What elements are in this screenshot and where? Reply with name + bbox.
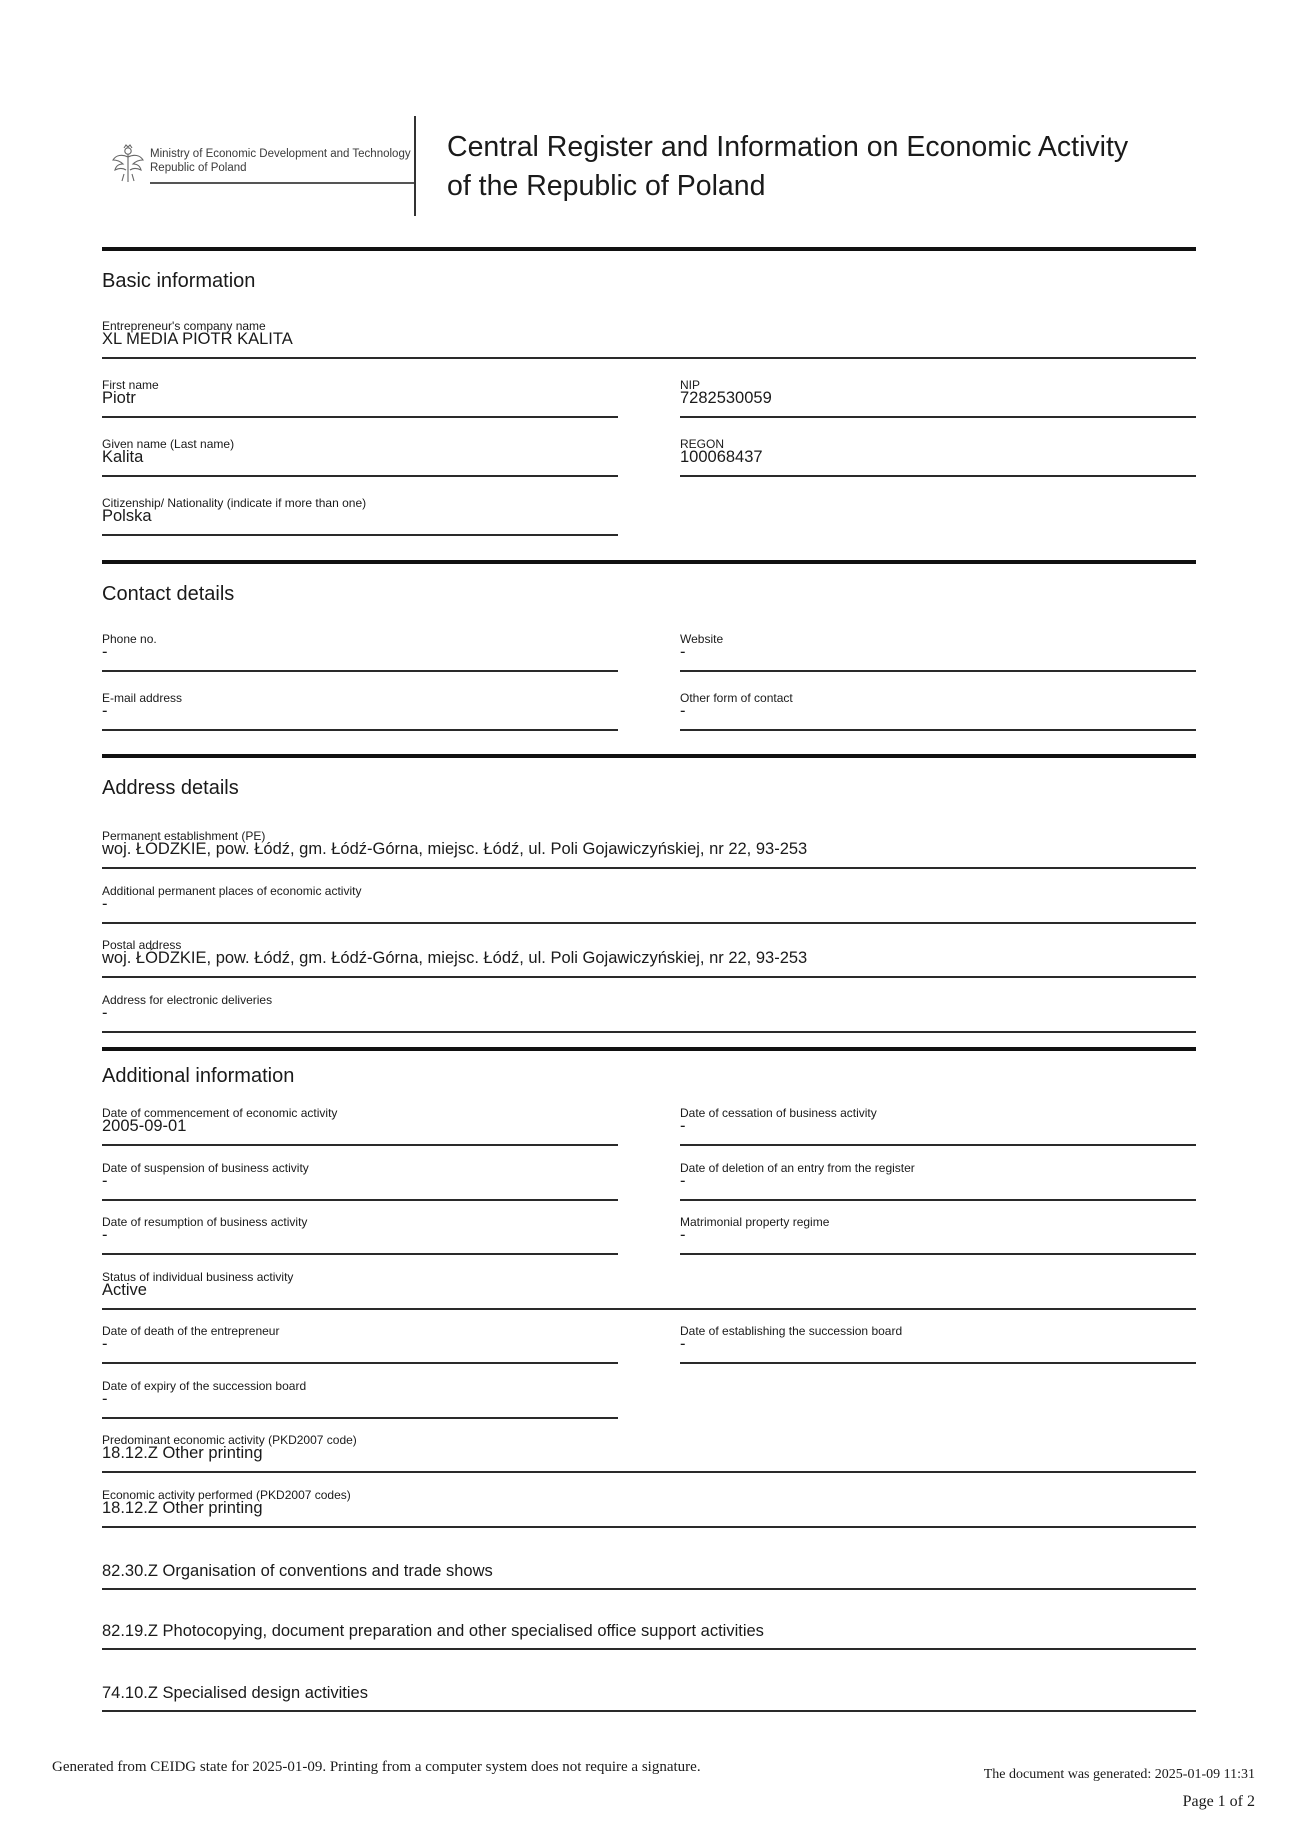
generated-timestamp: The document was generated: 2025-01-09 11:31 <box>983 1767 1255 1782</box>
field-underline <box>102 729 618 731</box>
field-value: Kalita <box>102 448 144 466</box>
field-underline <box>102 1253 618 1255</box>
field-label: Additional permanent places of economic activity <box>102 884 362 898</box>
field-value: - <box>102 702 108 720</box>
predominant-activity-field <box>102 1433 1196 1473</box>
field-underline <box>102 1144 618 1146</box>
header-divider <box>414 116 416 216</box>
succession-expiry-field <box>102 1379 618 1419</box>
other-contact-field <box>680 691 1196 731</box>
field-value: Active <box>102 1281 147 1299</box>
field-label: Date of death of the entrepreneur <box>102 1324 280 1338</box>
pkd-code-row <box>102 1684 1196 1712</box>
field-value: - <box>102 895 108 913</box>
field-underline <box>680 1362 1196 1364</box>
field-value: - <box>680 1172 686 1190</box>
field-value: woj. ŁÓDZKIE, pow. Łódź, gm. Łódź-Górna, miejsc. Łódź, ul. Poli Gojawiczyńskiej, nr 22, 93-253 <box>102 949 808 967</box>
field-label: Entrepreneur's company name <box>102 319 266 333</box>
field-underline <box>102 670 618 672</box>
field-underline <box>680 416 1196 418</box>
field-underline <box>102 1648 1196 1650</box>
field-label: E-mail address <box>102 691 183 705</box>
document-title: Central Register and Information on Economic Activity of the Republic of Poland <box>447 131 1129 202</box>
section-title-contact: Contact details <box>102 583 235 605</box>
field-value: 7282530059 <box>680 389 772 407</box>
field-value: - <box>680 1117 686 1135</box>
field-value: - <box>680 643 686 661</box>
field-label: Citizenship/ Nationality (indicate if more than one) <box>102 496 367 510</box>
field-label: Economic activity performed (PKD2007 codes) <box>102 1488 351 1502</box>
generated-from-note: Generated from CEIDG state for 2025-01-09. Printing from a computer system does not require a signature. <box>52 1759 701 1775</box>
field-label: Date of establishing the succession board <box>680 1324 903 1338</box>
succession-established-field <box>680 1324 1196 1364</box>
business-status-field <box>102 1270 1196 1310</box>
field-value: 2005-09-01 <box>102 1117 187 1135</box>
field-label: REGON <box>680 437 725 451</box>
resumption-date-field <box>102 1215 618 1255</box>
ministry-logo <box>110 144 418 194</box>
field-value: - <box>680 702 686 720</box>
field-value: - <box>680 1335 686 1353</box>
field-underline <box>102 416 618 418</box>
field-label: Date of commencement of economic activity <box>102 1106 338 1120</box>
field-underline <box>680 475 1196 477</box>
field-value: - <box>102 1226 108 1244</box>
field-underline <box>102 867 1196 869</box>
field-value: - <box>102 1390 108 1408</box>
section-divider <box>102 1047 1196 1051</box>
section-divider <box>102 560 1196 564</box>
field-underline <box>102 1308 1196 1310</box>
field-value: - <box>102 1172 108 1190</box>
field-label: Date of suspension of business activity <box>102 1161 309 1175</box>
regon-field <box>680 437 1196 477</box>
phone-field <box>102 632 618 672</box>
citizenship-field <box>102 496 618 536</box>
field-underline <box>102 1588 1196 1590</box>
field-underline <box>680 1199 1196 1201</box>
section-title-address: Address details <box>102 777 239 799</box>
field-underline <box>102 1471 1196 1473</box>
document-header <box>102 116 1196 218</box>
field-underline <box>102 475 618 477</box>
field-underline <box>102 357 1196 359</box>
field-underline <box>102 922 1196 924</box>
field-label: Date of resumption of business activity <box>102 1215 308 1229</box>
death-date-field <box>102 1324 618 1364</box>
section-title-additional: Additional information <box>102 1065 295 1087</box>
pkd-code-value: 82.19.Z Photocopying, document preparation and other specialised office support activities <box>102 1622 764 1640</box>
permanent-establishment-field <box>102 829 1196 869</box>
section-divider <box>102 247 1196 251</box>
logo-divider <box>150 182 416 184</box>
field-value: - <box>102 1335 108 1353</box>
field-underline <box>102 1417 618 1419</box>
field-underline <box>102 1031 1196 1033</box>
polish-eagle-emblem-icon <box>110 144 146 184</box>
field-label: Address for electronic deliveries <box>102 993 273 1007</box>
electronic-deliveries-field <box>102 993 1196 1033</box>
field-label: First name <box>102 378 159 392</box>
additional-places-field <box>102 884 1196 924</box>
ministry-country: Republic of Poland <box>150 162 247 174</box>
field-value: 100068437 <box>680 448 763 466</box>
pkd-code-value: 74.10.Z Specialised design activities <box>102 1684 368 1702</box>
field-value: XL MEDIA PIOTR KALITA <box>102 330 293 348</box>
field-label: Permanent establishment (PE) <box>102 829 266 843</box>
field-value: - <box>102 643 108 661</box>
matrimonial-regime-field <box>680 1215 1196 1255</box>
field-underline <box>102 1199 618 1201</box>
field-value: 18.12.Z Other printing <box>102 1499 263 1517</box>
field-underline <box>680 1144 1196 1146</box>
field-label: Phone no. <box>102 632 157 646</box>
field-value: Piotr <box>102 389 136 407</box>
page-number: Page 1 of 2 <box>1182 1793 1255 1810</box>
field-value: Polska <box>102 507 152 525</box>
field-underline <box>102 976 1196 978</box>
field-label: NIP <box>680 378 701 392</box>
field-underline <box>680 1253 1196 1255</box>
field-value: woj. ŁÓDZKIE, pow. Łódź, gm. Łódź-Górna, miejsc. Łódź, ul. Poli Gojawiczyńskiej, nr 22, 93-253 <box>102 840 808 858</box>
field-label: Given name (Last name) <box>102 437 235 451</box>
ministry-name: Ministry of Economic Development and Technology <box>150 148 411 160</box>
pkd-code-value: 82.30.Z Organisation of conventions and trade shows <box>102 1562 493 1580</box>
field-label: Matrimonial property regime <box>680 1215 830 1229</box>
section-title-basic: Basic information <box>102 270 256 292</box>
last-name-field <box>102 437 618 477</box>
pkd-code-row <box>102 1622 1196 1650</box>
company-name-field <box>102 319 1196 359</box>
field-underline <box>102 1526 1196 1528</box>
email-field <box>102 691 618 731</box>
field-label: Date of deletion of an entry from the register <box>680 1161 915 1175</box>
performed-activities-field <box>102 1488 1196 1528</box>
field-value: - <box>680 1226 686 1244</box>
field-label: Website <box>680 632 724 646</box>
commencement-date-field <box>102 1106 618 1146</box>
field-label: Predominant economic activity (PKD2007 code) <box>102 1433 357 1447</box>
field-label: Status of individual business activity <box>102 1270 294 1284</box>
field-label: Date of expiry of the succession board <box>102 1379 307 1393</box>
field-label: Date of cessation of business activity <box>680 1106 877 1120</box>
postal-address-field <box>102 938 1196 978</box>
section-divider <box>102 754 1196 758</box>
field-label: Postal address <box>102 938 182 952</box>
field-value: - <box>102 1004 108 1022</box>
field-underline <box>102 534 618 536</box>
pkd-code-row <box>102 1562 1196 1590</box>
cessation-date-field <box>680 1106 1196 1146</box>
field-label: Other form of contact <box>680 691 793 705</box>
deletion-date-field <box>680 1161 1196 1201</box>
field-underline <box>102 1710 1196 1712</box>
suspension-date-field <box>102 1161 618 1201</box>
field-value: 18.12.Z Other printing <box>102 1444 263 1462</box>
nip-field <box>680 378 1196 418</box>
website-field <box>680 632 1196 672</box>
field-underline <box>680 670 1196 672</box>
field-underline <box>680 729 1196 731</box>
field-underline <box>102 1362 618 1364</box>
first-name-field <box>102 378 618 418</box>
